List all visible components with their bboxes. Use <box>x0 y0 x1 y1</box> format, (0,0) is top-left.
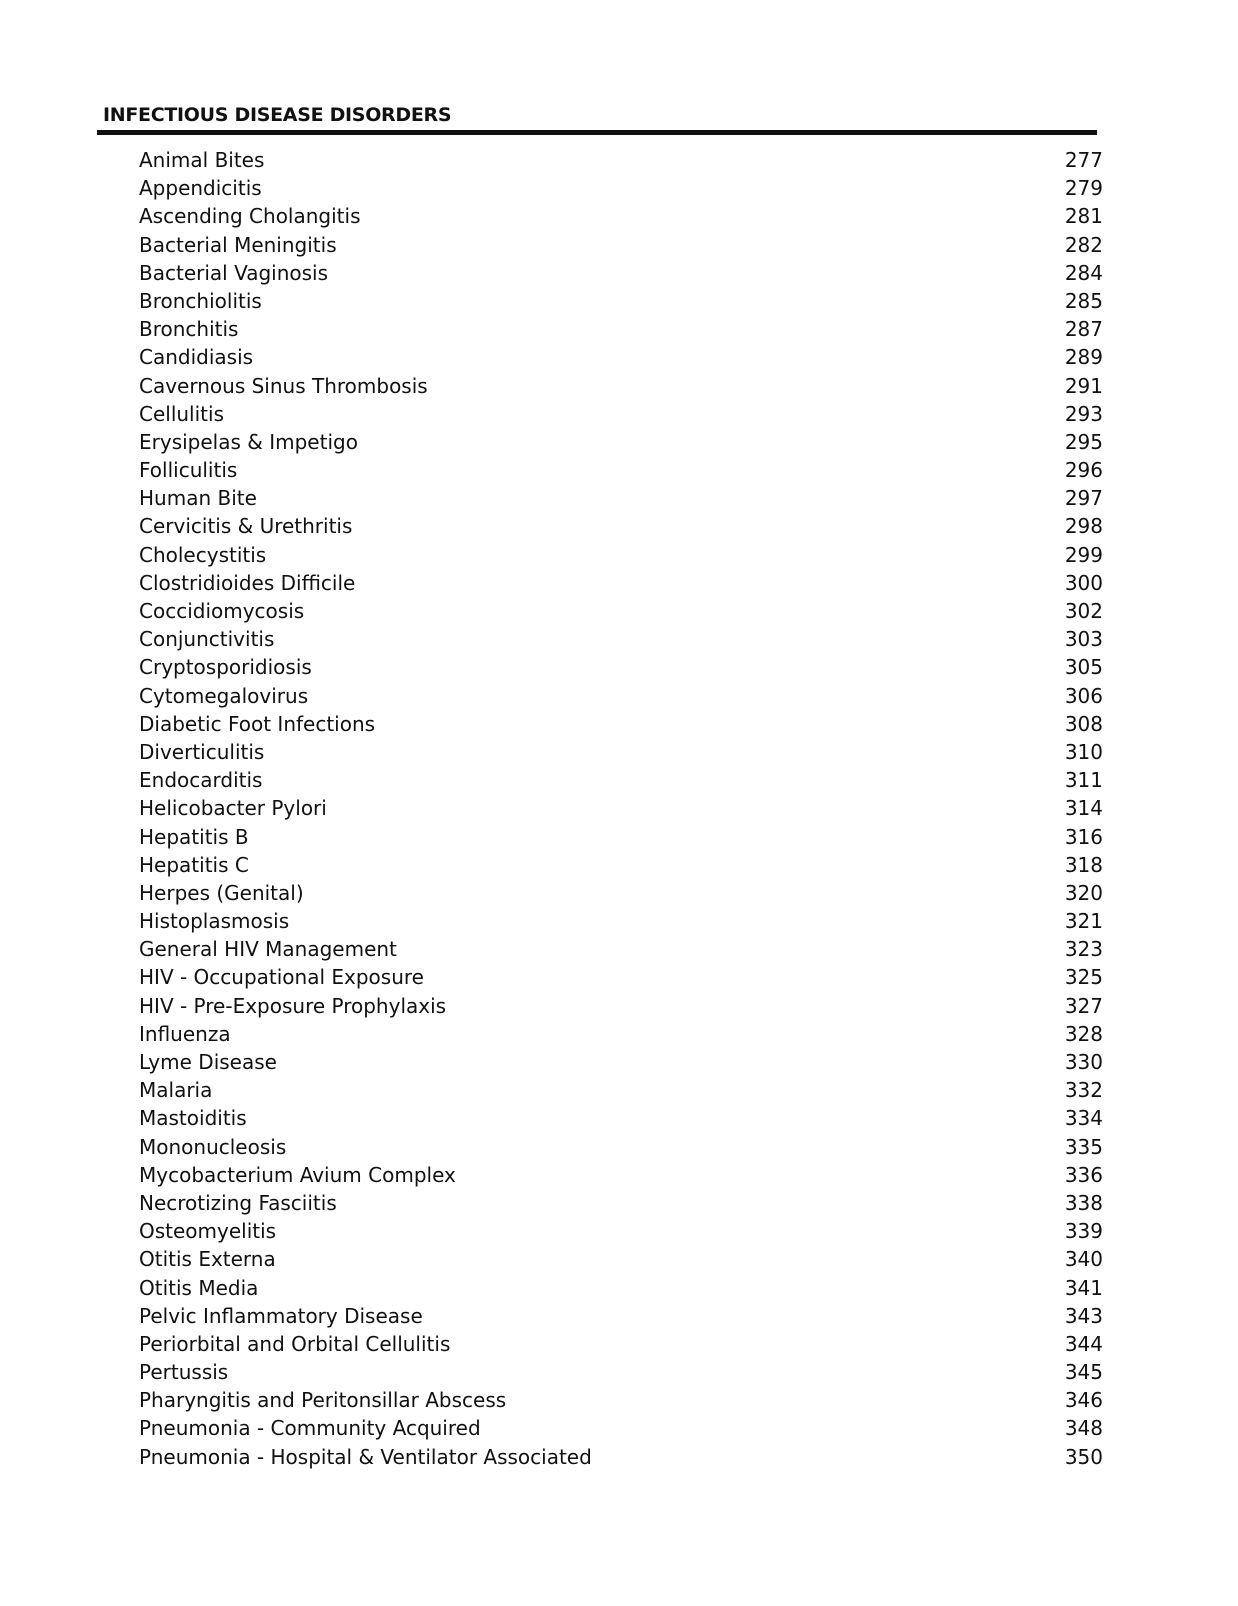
toc-entry[interactable] <box>139 1076 1103 1104</box>
toc-entry-title: Folliculitis <box>139 458 238 483</box>
toc-entry-title: Cervicitis & Urethritis <box>139 514 353 539</box>
toc-entry[interactable] <box>139 484 1103 512</box>
toc-entry-title: Candidiasis <box>139 345 254 370</box>
toc-entry[interactable] <box>139 174 1103 202</box>
toc-entry[interactable] <box>139 1048 1103 1076</box>
toc-entry-title: Coccidiomycosis <box>139 599 305 623</box>
toc-entry-title: Conjunctivitis <box>139 627 275 652</box>
toc-entry-page-number: 303 <box>1064 627 1103 652</box>
toc-entry-page-number: 320 <box>1064 880 1103 905</box>
toc-entry-title: Pelvic Inflammatory Disease <box>139 1303 423 1328</box>
toc-entry[interactable] <box>139 146 1103 174</box>
toc-entry-title: Osteomyelitis <box>139 1219 277 1244</box>
toc-entry-page-number: 318 <box>1064 852 1103 877</box>
toc-entry-page-number: 302 <box>1064 599 1103 623</box>
toc-entry-page-number: 300 <box>1064 570 1103 595</box>
toc-entry-page-number: 297 <box>1064 486 1103 511</box>
toc-entry-title: Bacterial Vaginosis <box>139 260 329 285</box>
toc-entry-page-number: 282 <box>1064 232 1103 257</box>
toc-entry[interactable] <box>139 512 1103 540</box>
toc-entry-page-number: 344 <box>1064 1331 1103 1356</box>
toc-entry-page-number: 306 <box>1064 683 1103 708</box>
toc-entry-page-number: 348 <box>1064 1416 1103 1441</box>
toc-entry[interactable] <box>139 1245 1103 1273</box>
toc-entry[interactable] <box>139 1386 1103 1414</box>
toc-entry-title: Necrotizing Fasciitis <box>139 1190 337 1215</box>
toc-entry-page-number: 328 <box>1064 1021 1103 1046</box>
toc-entry[interactable] <box>139 1217 1103 1245</box>
toc-entry-page-number: 298 <box>1064 514 1103 539</box>
toc-entry[interactable] <box>139 372 1103 400</box>
toc-entry-page-number: 293 <box>1064 401 1103 426</box>
toc-entry[interactable] <box>139 682 1103 710</box>
toc-entry[interactable] <box>139 653 1103 681</box>
toc-entry-page-number: 305 <box>1064 655 1103 680</box>
toc-entry[interactable] <box>139 851 1103 879</box>
toc-entry-page-number: 296 <box>1064 458 1103 483</box>
toc-entry-title: Periorbital and Orbital Cellulitis <box>139 1331 451 1356</box>
toc-entry-page-number: 339 <box>1064 1219 1103 1244</box>
toc-entry-page-number: 346 <box>1064 1388 1103 1413</box>
toc-entry-title: Endocarditis <box>139 768 263 793</box>
section-title-rule <box>97 130 1097 135</box>
toc-entry-page-number: 345 <box>1064 1360 1103 1385</box>
toc-entry[interactable] <box>139 738 1103 766</box>
toc-entry-title: Otitis Externa <box>139 1247 276 1272</box>
toc-entry-title: Animal Bites <box>139 148 265 172</box>
toc-entry-title: Hepatitis C <box>139 852 249 877</box>
toc-entry[interactable] <box>139 1414 1103 1442</box>
toc-entry-title: Otitis Media <box>139 1275 259 1300</box>
toc-entry[interactable] <box>139 287 1103 315</box>
toc-entry-page-number: 350 <box>1064 1444 1103 1469</box>
toc-entry-title: Pneumonia - Community Acquired <box>139 1416 481 1441</box>
toc-entry-page-number: 310 <box>1064 739 1103 764</box>
toc-entry-page-number: 277 <box>1064 148 1103 172</box>
toc-entry-title: Cryptosporidiosis <box>139 655 312 680</box>
toc-entry-page-number: 341 <box>1064 1275 1103 1300</box>
toc-entry-title: Pharyngitis and Peritonsillar Abscess <box>139 1388 507 1413</box>
toc-entry[interactable] <box>139 597 1103 625</box>
toc-entry-title: Pneumonia - Hospital & Ventilator Associated <box>139 1444 592 1469</box>
toc-entry-title: Cholecystitis <box>139 542 267 567</box>
toc-entry-page-number: 284 <box>1064 260 1103 285</box>
toc-entry[interactable] <box>139 315 1103 343</box>
toc-entry[interactable] <box>139 1274 1103 1302</box>
toc-entry[interactable] <box>139 428 1103 456</box>
toc-entry[interactable] <box>139 823 1103 851</box>
toc-entry-title: Hepatitis B <box>139 824 249 849</box>
toc-entry[interactable] <box>139 231 1103 259</box>
toc-entry-title: Diverticulitis <box>139 739 265 764</box>
toc-entry-title: Bronchiolitis <box>139 288 262 313</box>
toc-entry-page-number: 335 <box>1064 1134 1103 1159</box>
toc-entry[interactable] <box>139 1161 1103 1189</box>
toc-entry-title: Diabetic Foot Infections <box>139 711 376 736</box>
toc-entry-page-number: 332 <box>1064 1078 1103 1103</box>
toc-entry-page-number: 334 <box>1064 1106 1103 1131</box>
toc-entry-page-number: 287 <box>1064 317 1103 342</box>
toc-entry-page-number: 281 <box>1064 204 1103 229</box>
toc-entry-title: Cavernous Sinus Thrombosis <box>139 373 428 398</box>
toc-entry[interactable] <box>139 541 1103 569</box>
toc-entry-page-number: 343 <box>1064 1303 1103 1328</box>
toc-entry[interactable] <box>139 625 1103 653</box>
toc-entry[interactable] <box>139 1133 1103 1161</box>
toc-entry-title: Clostridioides Difficile <box>139 570 356 595</box>
toc-entry-page-number: 321 <box>1064 909 1103 934</box>
toc-entry-title: Influenza <box>139 1021 231 1046</box>
toc-entry-page-number: 308 <box>1064 711 1103 736</box>
toc-entry-page-number: 330 <box>1064 1050 1103 1074</box>
toc-entry-title: Cytomegalovirus <box>139 683 309 708</box>
toc-entry-page-number: 336 <box>1064 1162 1103 1187</box>
toc-entry-page-number: 314 <box>1064 796 1103 821</box>
toc-entry[interactable] <box>139 202 1103 230</box>
toc-entry[interactable] <box>139 766 1103 794</box>
toc-entry-title: General HIV Management <box>139 937 397 962</box>
toc-entry-page-number: 323 <box>1064 937 1103 962</box>
toc-entry[interactable] <box>139 1020 1103 1048</box>
toc-entry-page-number: 327 <box>1064 993 1103 1018</box>
toc-entry-page-number: 285 <box>1064 288 1103 313</box>
toc-entry[interactable] <box>139 569 1103 597</box>
toc-entry[interactable] <box>139 343 1103 371</box>
toc-entry[interactable] <box>139 907 1103 935</box>
toc-entry-page-number: 340 <box>1064 1247 1103 1272</box>
toc-entry-page-number: 325 <box>1064 965 1103 990</box>
table-of-contents <box>139 146 1103 1471</box>
toc-entry-title: Mononucleosis <box>139 1134 287 1159</box>
toc-entry-title: Mycobacterium Avium Complex <box>139 1162 456 1187</box>
toc-entry-page-number: 311 <box>1064 768 1103 793</box>
toc-entry-title: HIV - Pre-Exposure Prophylaxis <box>139 993 447 1018</box>
toc-entry[interactable] <box>139 1189 1103 1217</box>
toc-entry-page-number: 316 <box>1064 824 1103 849</box>
toc-entry[interactable] <box>139 259 1103 287</box>
toc-entry-title: Lyme Disease <box>139 1050 277 1074</box>
toc-entry-title: Mastoiditis <box>139 1106 247 1131</box>
toc-entry[interactable] <box>139 1302 1103 1330</box>
toc-entry[interactable] <box>139 456 1103 484</box>
toc-entry-title: Cellulitis <box>139 401 224 426</box>
toc-entry-title: Pertussis <box>139 1360 229 1385</box>
toc-entry-title: Herpes (Genital) <box>139 880 304 905</box>
toc-entry[interactable] <box>139 400 1103 428</box>
toc-entry-title: Histoplasmosis <box>139 909 290 934</box>
toc-entry[interactable] <box>139 879 1103 907</box>
toc-entry-title: Bronchitis <box>139 317 239 342</box>
toc-entry[interactable] <box>139 1358 1103 1386</box>
toc-entry-page-number: 279 <box>1064 176 1103 201</box>
toc-entry[interactable] <box>139 1330 1103 1358</box>
toc-entry[interactable] <box>139 935 1103 963</box>
toc-entry-title: Bacterial Meningitis <box>139 232 337 257</box>
toc-entry-title: Human Bite <box>139 486 257 511</box>
toc-entry-page-number: 338 <box>1064 1190 1103 1215</box>
section-title: INFECTIOUS DISEASE DISORDERS <box>103 104 452 126</box>
toc-entry-page-number: 291 <box>1064 373 1103 398</box>
toc-entry-title: Helicobacter Pylori <box>139 796 327 821</box>
toc-entry-page-number: 299 <box>1064 542 1103 567</box>
toc-entry-page-number: 295 <box>1064 429 1103 454</box>
toc-entry-title: Erysipelas & Impetigo <box>139 429 358 454</box>
toc-entry-title: Malaria <box>139 1078 213 1103</box>
toc-entry[interactable] <box>139 1443 1103 1471</box>
toc-entry[interactable] <box>139 963 1103 991</box>
toc-entry-title: HIV - Occupational Exposure <box>139 965 424 990</box>
toc-entry[interactable] <box>139 992 1103 1020</box>
toc-entry[interactable] <box>139 710 1103 738</box>
toc-entry-title: Appendicitis <box>139 176 262 201</box>
toc-entry[interactable] <box>139 1104 1103 1132</box>
toc-entry[interactable] <box>139 794 1103 822</box>
toc-entry-title: Ascending Cholangitis <box>139 204 361 229</box>
toc-entry-page-number: 289 <box>1064 345 1103 370</box>
